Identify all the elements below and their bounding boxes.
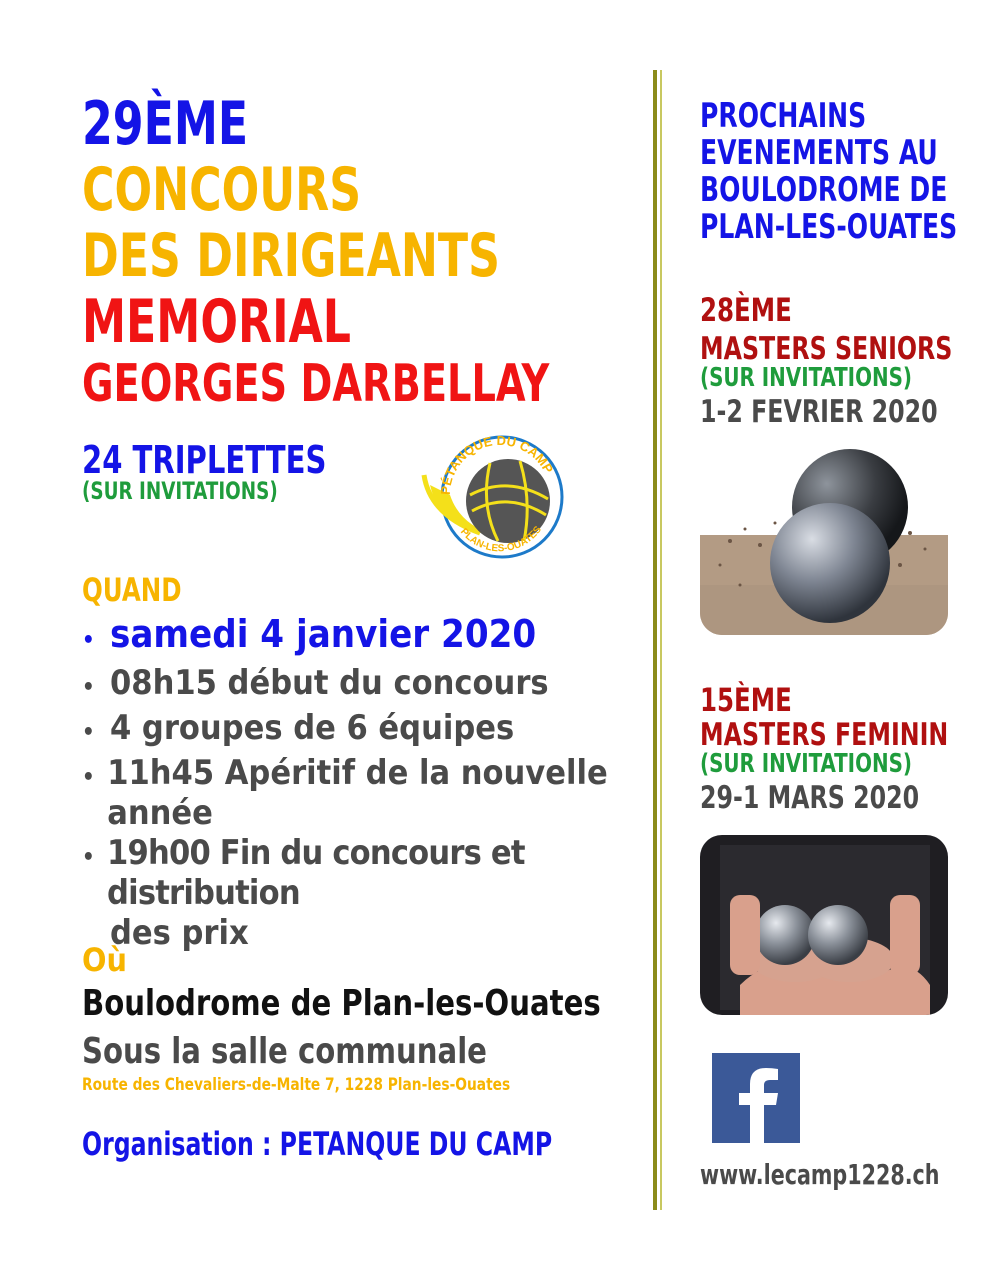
events-heading — [700, 98, 957, 246]
column-divider — [653, 70, 657, 1210]
events-heading-line: PROCHAINS — [700, 96, 867, 136]
schedule-date: samedi 4 janvier 2020 — [110, 612, 537, 656]
event1-photo — [700, 445, 948, 635]
schedule-start: 08h15 début du concours — [110, 663, 549, 703]
quand-label: QUAND — [82, 571, 182, 609]
bullet-icon: • — [82, 628, 95, 653]
title-concours: CONCOURS — [82, 155, 362, 225]
event2-name: MASTERS FEMININ — [700, 717, 949, 753]
bullet-icon: • — [82, 720, 95, 745]
website-link[interactable]: www.lecamp1228.ch — [700, 1158, 940, 1191]
event2-photo — [700, 835, 948, 1015]
schedule-end: 19h00 Fin du concours et distribution — [107, 833, 525, 913]
list-item — [82, 612, 662, 663]
event2-note: (SUR INVITATIONS) — [700, 749, 913, 779]
column-divider-shadow — [660, 70, 662, 1210]
event2-date: 29-1 MARS 2020 — [700, 780, 920, 816]
venue-sub: Sous la salle communale — [82, 1031, 487, 1072]
title-memorial: MEMORIAL — [82, 287, 351, 357]
list-item — [82, 663, 662, 708]
events-heading-line: BOULODROME DE — [700, 170, 948, 210]
event1-name: MASTERS SENIORS — [700, 331, 953, 367]
event1-note: (SUR INVITATIONS) — [700, 363, 913, 393]
triplettes-note: (SUR INVITATIONS) — [82, 477, 278, 505]
events-heading-line: PLAN-LES-OUATES — [700, 207, 958, 247]
organisation: Organisation : PETANQUE DU CAMP — [82, 1125, 553, 1163]
schedule-groups: 4 groupes de 6 équipes — [110, 708, 515, 748]
events-heading-line: EVENEMENTS AU — [700, 133, 938, 173]
list-item — [82, 913, 662, 953]
logo-top-text: PÉTANQUE DU CAMP — [437, 432, 557, 496]
venue-address: Route des Chevaliers-de-Malte 7, 1228 Plan-les-Ouates — [82, 1075, 511, 1095]
schedule-list — [82, 612, 662, 953]
list-item — [82, 833, 662, 913]
title-edition: 29ÈME — [82, 89, 249, 159]
event1-date: 1-2 FEVRIER 2020 — [700, 394, 938, 430]
bullet-icon: • — [82, 675, 95, 700]
logo-bottom-text: PLAN-LES-OUATES — [458, 524, 544, 555]
petanque-du-camp-logo — [420, 415, 580, 575]
event1-edition: 28ÈME — [700, 291, 792, 329]
event2-edition: 15ÈME — [700, 681, 792, 719]
schedule-end-cont: des prix — [110, 913, 249, 953]
list-item — [82, 753, 662, 833]
venue-name: Boulodrome de Plan-les-Ouates — [82, 983, 601, 1024]
ou-label: Où — [82, 941, 127, 979]
bullet-icon: • — [82, 765, 95, 790]
title-darbellay: GEORGES DARBELLAY — [82, 354, 550, 414]
facebook-icon[interactable] — [712, 1053, 800, 1143]
schedule-aperitif: 11h45 Apéritif de la nouvelle année — [107, 753, 608, 833]
list-item — [82, 708, 662, 753]
triplettes-count: 24 TRIPLETTES — [82, 438, 327, 482]
title-dirigeants: DES DIRIGEANTS — [82, 221, 500, 291]
bullet-icon: • — [82, 845, 95, 870]
